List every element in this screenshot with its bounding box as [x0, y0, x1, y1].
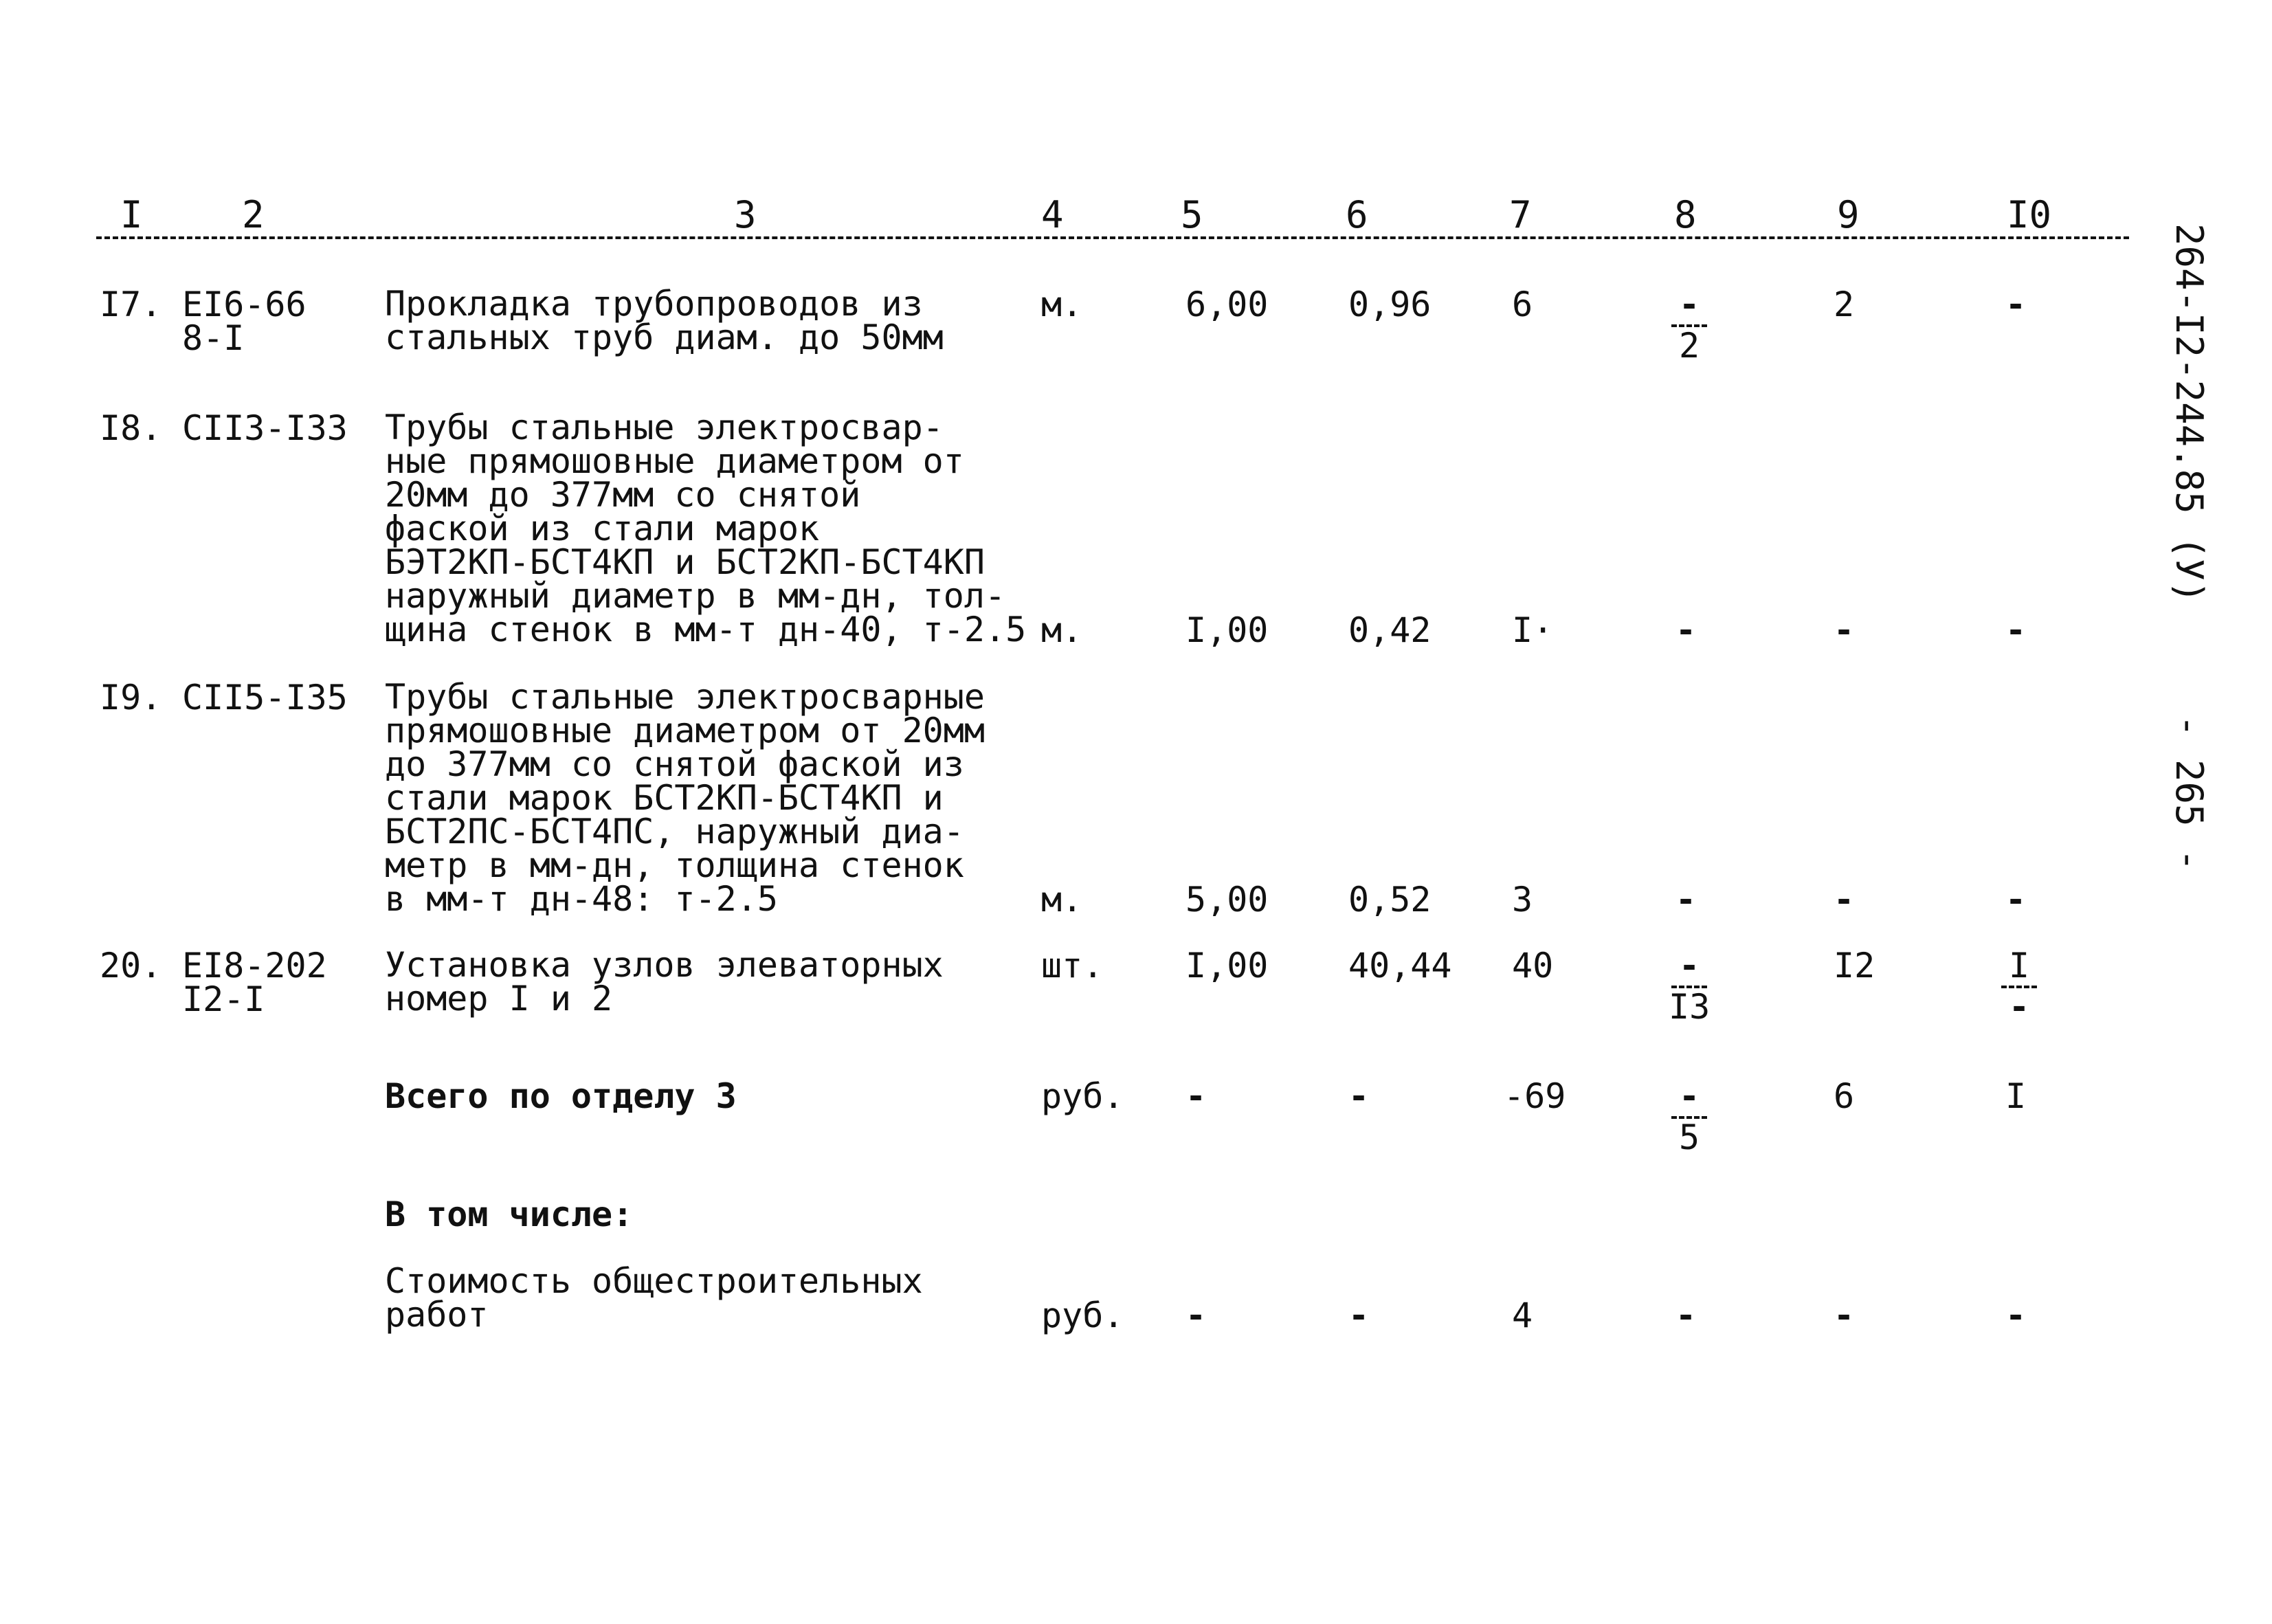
- quantity: 6,00: [1185, 285, 1269, 324]
- col10-value: -: [2005, 285, 2027, 324]
- quantity: -: [1185, 1076, 1207, 1116]
- rate-code: I2-I: [182, 979, 265, 1019]
- col9-value: -: [1834, 880, 1855, 920]
- quantity: I,00: [1185, 946, 1269, 986]
- description-line: фаской из стали марок: [385, 509, 820, 548]
- description-line: Трубы стальные электросвар-: [385, 408, 944, 447]
- unit: м.: [1041, 880, 1083, 920]
- unit: м.: [1041, 610, 1083, 650]
- row-number: 20.: [100, 946, 162, 986]
- unit-price: 40,44: [1348, 946, 1452, 986]
- header-col-3: 3: [734, 193, 757, 236]
- description-line: Установка узлов элеваторных: [385, 945, 944, 985]
- total-cost: 40: [1512, 946, 1554, 986]
- col9-value: 6: [1834, 1076, 1855, 1116]
- fraction-numerator: -: [1678, 285, 1700, 324]
- description-line: до 377мм со снятой фаской из: [385, 744, 964, 784]
- col9-value: -: [1834, 1295, 1855, 1335]
- description-line: наружный диаметр в мм-дн, тол-: [385, 576, 1006, 616]
- col9-value: 2: [1834, 285, 1855, 324]
- rate-code: 8-I: [182, 318, 245, 358]
- description-line: метр в мм-дн, толщина стенок: [385, 845, 964, 885]
- unit-price: 0,52: [1348, 880, 1432, 920]
- description-line: Стоимость общестроительных: [385, 1261, 923, 1301]
- description-line: стальных труб диам. до 50мм: [385, 318, 944, 357]
- document-code: 264-I2-244.85 (У): [2168, 223, 2211, 603]
- col9-value: -: [1834, 610, 1855, 650]
- col8-fraction: [1669, 285, 1710, 366]
- col8-value: -: [1675, 610, 1697, 650]
- col10-value: I: [2005, 1076, 2027, 1116]
- fraction-numerator: I: [2008, 946, 2030, 986]
- unit: руб.: [1041, 1076, 1124, 1116]
- unit: шт.: [1041, 946, 1104, 986]
- fraction-denominator: 5: [1678, 1117, 1700, 1157]
- header-col-9: 9: [1837, 193, 1860, 236]
- description-line: БЭТ2КП-БСТ4КП и БСТ2КП-БСТ4КП: [385, 542, 985, 582]
- header-col-10: I0: [2007, 193, 2052, 236]
- header-col-5: 5: [1181, 193, 1203, 236]
- description-line: работ: [385, 1295, 489, 1335]
- col10-value: -: [2005, 1295, 2027, 1335]
- col8-value: -: [1675, 880, 1697, 920]
- col10-value: -: [2005, 880, 2027, 920]
- description-line: ные прямошовные диаметром от: [385, 441, 964, 481]
- col8-fraction: [1669, 1076, 1710, 1157]
- description-line: 20мм до 377мм со снятой: [385, 475, 861, 515]
- total-cost: 3: [1512, 880, 1533, 920]
- unit-price: 0,42: [1348, 610, 1432, 650]
- fraction-numerator: -: [1678, 1076, 1700, 1116]
- col9-value: I2: [1834, 946, 1875, 986]
- fraction-denominator: 2: [1678, 326, 1700, 366]
- unit-price: 0,96: [1348, 285, 1432, 324]
- unit-price: -: [1348, 1295, 1370, 1335]
- rate-code: CII5-I35: [182, 678, 348, 718]
- description-line: стали марок БСТ2КП-БСТ4КП и: [385, 778, 944, 818]
- unit: руб.: [1041, 1295, 1124, 1335]
- total-cost: -69: [1504, 1076, 1566, 1116]
- unit-price: -: [1348, 1076, 1370, 1116]
- description-line: прямошовные диаметром от 20мм: [385, 711, 985, 750]
- quantity: I,00: [1185, 610, 1269, 650]
- description-line: номер I и 2: [385, 979, 613, 1019]
- summary-label: Всего по отделу 3: [385, 1076, 737, 1116]
- page-number: - 265 -: [2168, 715, 2211, 871]
- col10-value: -: [2005, 610, 2027, 650]
- header-col-6: 6: [1346, 193, 1368, 236]
- description-line: щина стенок в мм-т дн-40, т-2.5: [385, 610, 1027, 649]
- col8-fraction: [1669, 946, 1711, 1027]
- header-rule: [96, 236, 2129, 239]
- row-number: I8.: [100, 408, 162, 448]
- header-col-1: I: [120, 193, 143, 236]
- header-col-7: 7: [1509, 193, 1532, 236]
- row-number: I9.: [100, 678, 162, 718]
- rate-code: EI8-202: [182, 946, 327, 986]
- col10-fraction: [1998, 946, 2040, 1027]
- fraction-denominator: I3: [1669, 987, 1711, 1027]
- row-number: I7.: [100, 285, 162, 324]
- fraction-numerator: -: [1678, 946, 1700, 986]
- col8-value: -: [1675, 1295, 1697, 1335]
- fraction-denominator: -: [2008, 987, 2030, 1027]
- description-line: Трубы стальные электросварные: [385, 677, 985, 717]
- header-col-2: 2: [242, 193, 265, 236]
- unit: м.: [1041, 285, 1083, 324]
- description-line: БСТ2ПС-БСТ4ПС, наружный диа-: [385, 812, 964, 852]
- description-line: Прокладка трубопроводов из: [385, 284, 923, 324]
- total-cost: I·: [1512, 610, 1554, 650]
- rate-code: CII3-I33: [182, 408, 348, 448]
- rate-code: EI6-66: [182, 285, 307, 324]
- total-cost: 6: [1512, 285, 1533, 324]
- description-line: в мм-т дн-48: т-2.5: [385, 879, 778, 919]
- including-label: В том числе:: [385, 1194, 634, 1234]
- quantity: -: [1185, 1295, 1207, 1335]
- total-cost: 4: [1512, 1295, 1533, 1335]
- header-col-8: 8: [1674, 193, 1697, 236]
- header-col-4: 4: [1041, 193, 1064, 236]
- quantity: 5,00: [1185, 880, 1269, 920]
